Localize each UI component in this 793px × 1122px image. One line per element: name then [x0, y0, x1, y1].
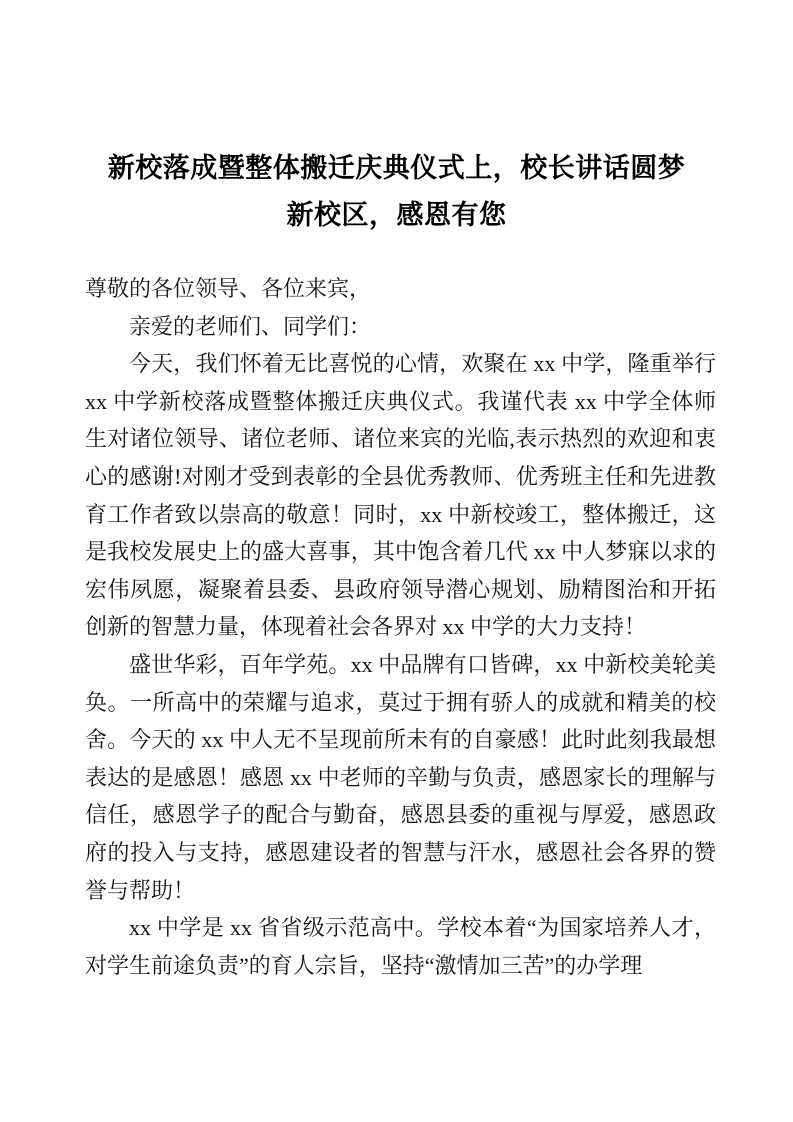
paragraph: 盛世华彩，百年学苑。xx 中品牌有口皆碑，xx 中新校美轮美奂。一所高中的荣耀与追求，莫过于拥有骄人的成就和精美的校舍。今天的 xx 中人无不呈现前所未有的自豪感！此时此刻我最想表达的是感恩！感恩 xx 中老师的辛勤与负责，感恩家长的理解与信任，感恩学子的配合与勤奋，感恩县委的重视与厚爱，感恩政府的投入与支持，感恩建设者的智慧与汗水，感恩社会各界的赞誉与帮助！: [85, 651, 716, 903]
paragraph: 今天，我们怀着无比喜悦的心情，欢聚在 xx 中学，隆重举行 xx 中学新校落成暨整体搬迁庆典仪式。我谨代表 xx 中学全体师生对诸位领导、诸位老师、诸位来宾的光临,表示热烈的欢迎和衷心的感谢!对刚才受到表彰的全县优秀教师、优秀班主任和先进教育工作者致以崇高的敬意！同时，xx 中新校竣工，整体搬迁，这是我校发展史上的盛大喜事，其中饱含着几代 xx 中人梦寐以求的宏伟夙愿，凝聚着县委、县政府领导潜心规划、励精图治和开拓创新的智慧力量，体现着社会各界对 xx 中学的大力支持！: [85, 351, 716, 640]
paragraph: 亲爱的老师们、同学们：: [129, 313, 372, 339]
document-title: 新校落成暨整体搬迁庆典仪式上，校长讲话圆梦新校区，感恩有您: [107, 153, 686, 230]
document-body: [85, 270, 716, 984]
paragraph: xx 中学是 xx 省省级示范高中。学校本着“为国家培养人才，对学生前途负责”的育人宗旨，坚持“激情加三苦”的办学理: [85, 915, 716, 978]
paragraph: 尊敬的各位领导、各位来宾，: [85, 276, 372, 301]
